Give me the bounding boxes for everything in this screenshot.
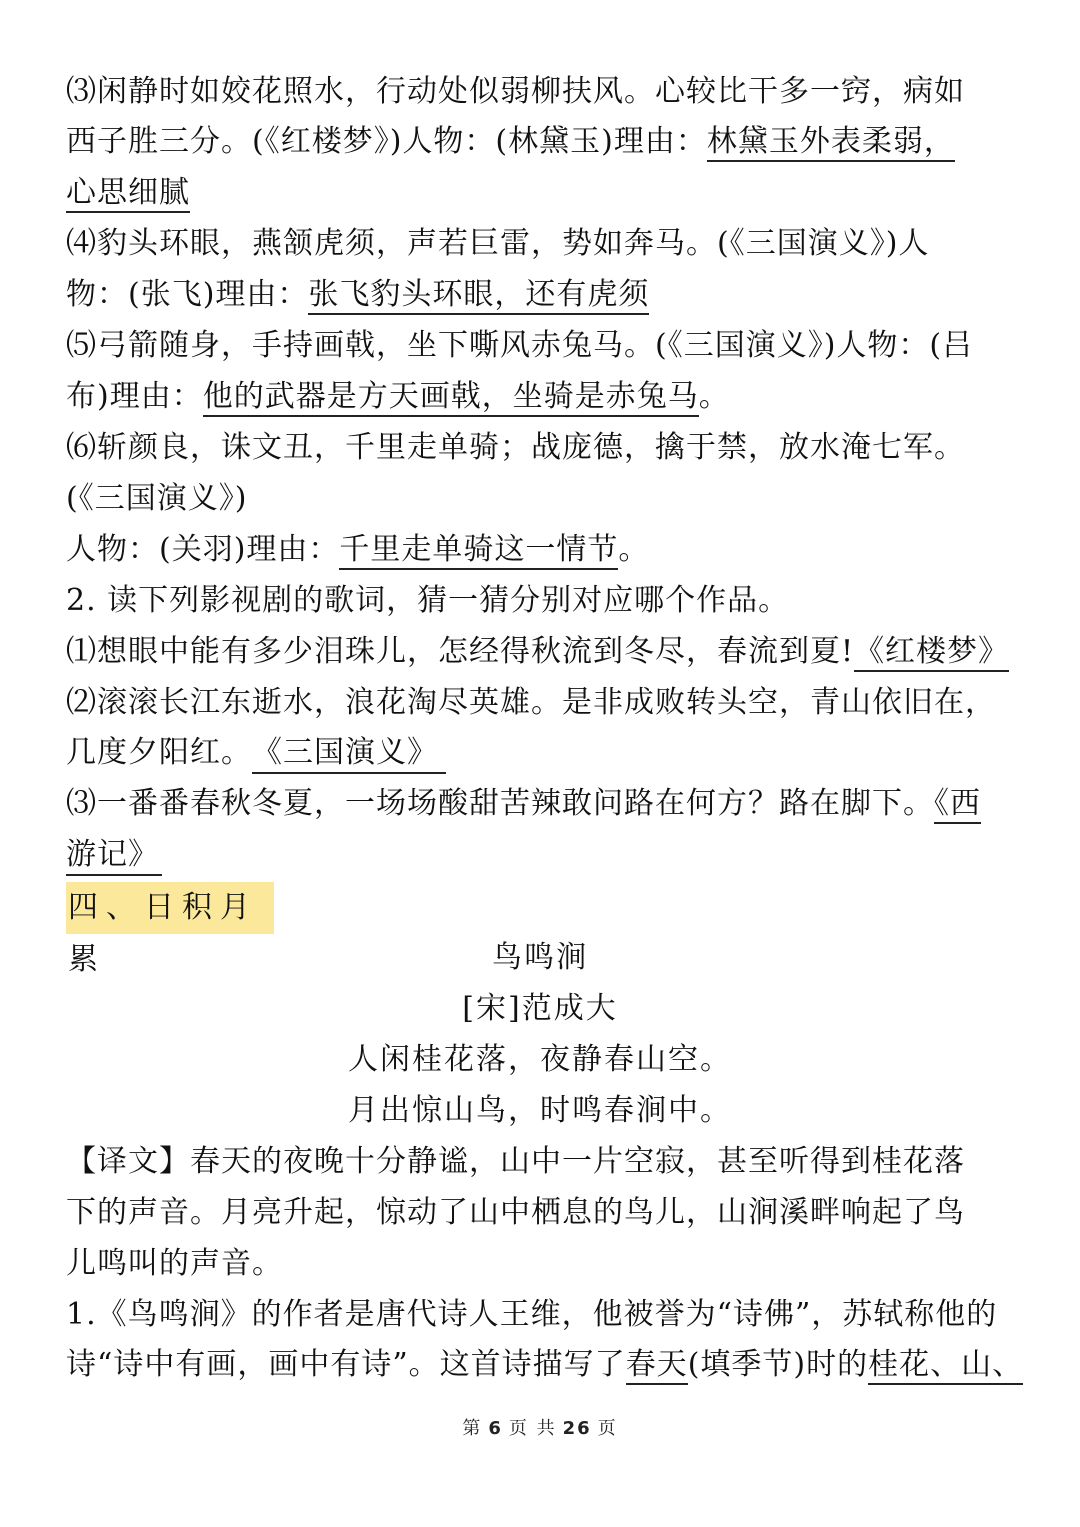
text-line: 西子胜三分。(《红楼梦》)人物：(林黛玉)理由：林黛玉外表柔弱， — [66, 122, 955, 162]
text-line: 布)理由：他的武器是方天画戟，坐骑是赤兔马。 — [66, 377, 730, 417]
answer-underline: 《西 — [934, 786, 981, 824]
poem-line: 月出惊山鸟，时鸣春涧中。 — [348, 1093, 732, 1128]
page-number: 6 — [488, 1418, 503, 1439]
page-footer: 第 6 页 共 26 页 — [462, 1418, 618, 1439]
page-total: 26 — [562, 1418, 592, 1439]
poem-line: 人闲桂花落，夜静春山空。 — [348, 1042, 732, 1077]
answer-underline: 游记》 — [66, 836, 162, 876]
translation-line: 儿鸣叫的声音。 — [66, 1246, 283, 1281]
poem-title: 鸟鸣涧 — [492, 940, 588, 975]
answer-underline: 春天 — [626, 1347, 688, 1385]
text-line: (《三国演义》) — [66, 481, 248, 516]
answer-underline: 《三国演义》 — [252, 734, 446, 774]
poem-author: [宋]范成大 — [462, 991, 618, 1026]
text-line — [66, 835, 162, 876]
text-line: ⑶闲静时如姣花照水，行动处似弱柳扶风。心较比干多一窍，病如 — [66, 74, 965, 109]
text-line: ⑸弓箭随身，手持画戟，坐下嘶风赤兔马。(《三国演义》)人物：(吕 — [66, 328, 974, 363]
text-line: 物：(张飞)理由：张飞豹头环眼，还有虎须 — [66, 275, 649, 315]
translation-line: 【译文】春天的夜晚十分静谧，山中一片空寂，甚至听得到桂花落 — [66, 1144, 965, 1179]
text-line: 几度夕阳红。《三国演义》 — [66, 733, 446, 774]
text-line: ⑴想眼中能有多少泪珠儿，怎经得秋流到冬尽，春流到夏!《红楼梦》 — [66, 632, 1009, 672]
text-line — [66, 173, 190, 213]
section-heading: 四、日积月累 — [66, 882, 274, 934]
answer-underline: 心思细腻 — [66, 175, 190, 213]
answer-underline: 《红楼梦》 — [854, 634, 1009, 672]
answer-underline: 千里走单骑这一情节 — [339, 532, 618, 570]
text-line: 1.《鸟鸣涧》的作者是唐代诗人王维，他被誉为“诗佛”，苏轼称他的 — [66, 1297, 998, 1332]
text-line: ⑶一番番春秋冬夏，一场场酸甜苦辣敢问路在何方？路在脚下。《西 — [66, 784, 981, 824]
translation-line: 下的声音。月亮升起，惊动了山中栖息的鸟儿，山涧溪畔响起了鸟 — [66, 1195, 965, 1230]
text-line: 人物：(关羽)理由：千里走单骑这一情节。 — [66, 530, 649, 570]
answer-underline: 张飞豹头环眼，还有虎须 — [308, 277, 649, 315]
text-line: 诗“诗中有画，画中有诗”。这首诗描写了春天(填季节)时的桂花、山、 — [66, 1345, 1023, 1385]
text-line: ⑷豹头环眼，燕颔虎须，声若巨雷，势如奔马。(《三国演义》)人 — [66, 226, 930, 261]
answer-underline: 桂花、山、 — [868, 1347, 1023, 1385]
question-title: 2. 读下列影视剧的歌词，猜一猜分别对应哪个作品。 — [66, 583, 790, 618]
answer-underline: 林黛玉外表柔弱， — [707, 124, 955, 162]
answer-underline: 他的武器是方天画戟，坐骑是赤兔马 — [203, 379, 699, 417]
text-line: ⑵滚滚长江东逝水，浪花淘尽英雄。是非成败转头空，青山依旧在， — [66, 685, 996, 720]
text-line: ⑹斩颜良，诛文丑，千里走单骑；战庞德，擒于禁，放水淹七军。 — [66, 430, 965, 465]
